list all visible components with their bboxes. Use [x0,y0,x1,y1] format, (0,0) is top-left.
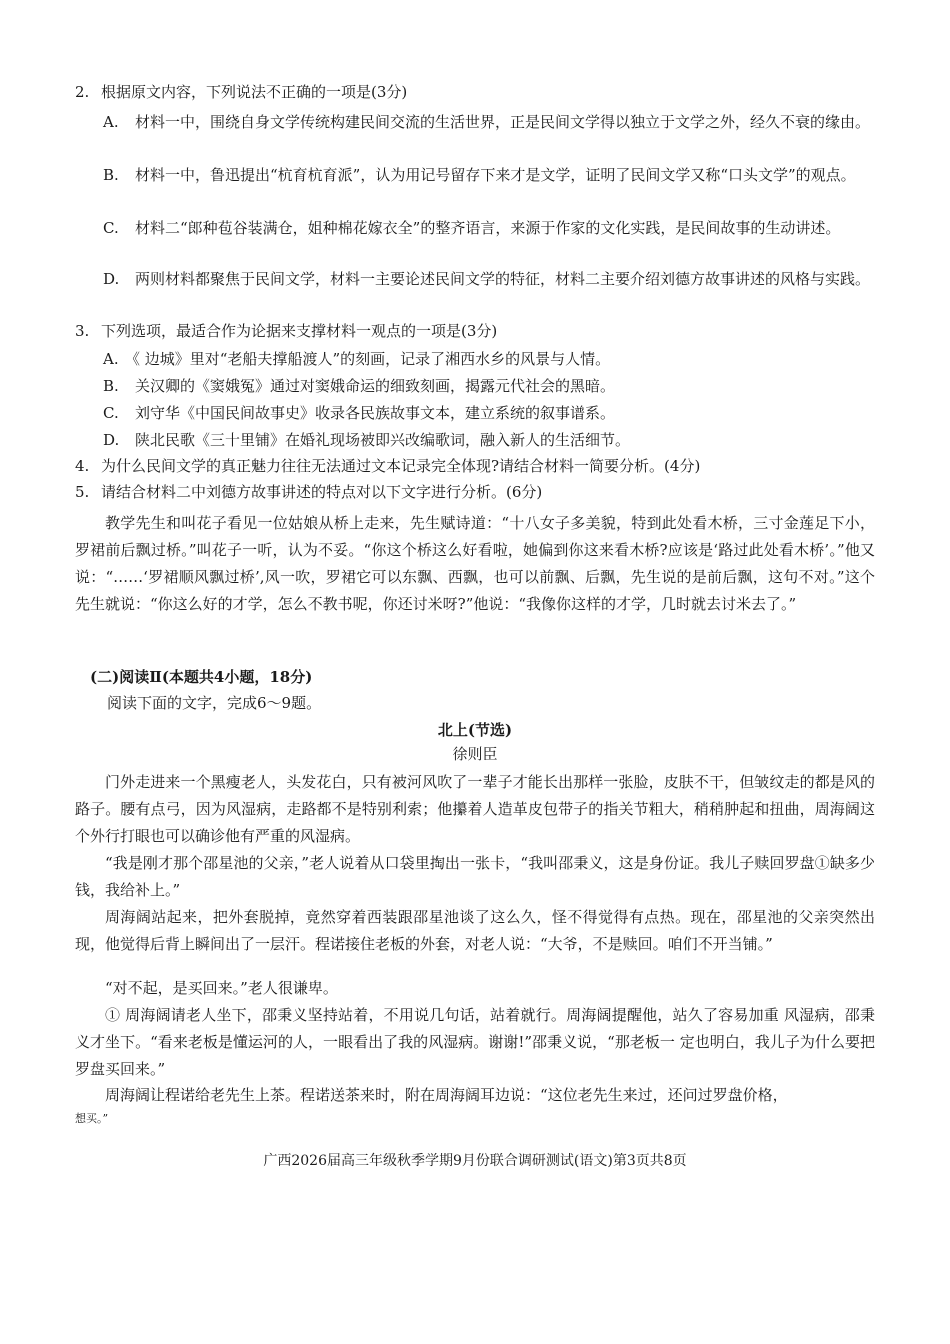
question-4-text: 为什么民间文学的真正魅力往往无法通过文本记录完全体现?请结合材料一简要分析。(4分) [101,457,701,475]
option-letter: A. [103,113,119,131]
question-3-number: 3. [75,322,90,340]
question-2-option-c [103,215,873,241]
question-4-number: 4. [75,457,90,475]
question-2-option-a [103,109,873,135]
question-2-stem [75,79,875,105]
article-author: 徐则臣 [452,745,498,763]
question-3-stem [75,318,875,344]
article-paragraph-6: 周海阔让程诺给老先生上茶。程诺送茶来时，附在周海阔耳边说：“这位老先生来过，还问过罗盘价格， [105,1086,788,1104]
option-letter: B. [103,377,119,395]
option-text: 两则材料都聚焦于民间文学，材料一主要论述民间文学的特征，材料二主要介绍刘德方故事讲述的风格与实践。 [135,270,871,288]
article-paragraph-6-tail: 想买。” [75,1112,109,1125]
question-2-option-d [103,266,873,292]
question-5-number: 5. [75,483,90,501]
question-3-text: 下列选项，最适合作为论据来支撑材料一观点的一项是(3分) [101,322,498,340]
option-letter: A. [103,350,119,368]
article-paragraph-1: 门外走进来一个黑瘦老人，头发花白，只有被河风吹了一辈子才能长出那样一张脸，皮肤不干，但皱纹走的都是风的路子。腰有点弓，因为风湿病，走路都不是特别利索；他攥着人造革皮包带子的指关节粗大，稍稍肿起和扭曲，周海阔这个外行打眼也可以确诊他有严重的风湿病。 [75,773,875,845]
section-instruction: 阅读下面的文字，完成6～9题。 [107,694,322,712]
option-letter: C. [103,404,119,422]
question-3-option-c [103,400,873,426]
option-text: 材料一中，鲁迅提出“杭育杭育派”，认为用记号留存下来才是文学，证明了民间文学又称“口头文学”的观点。 [135,166,856,184]
question-2-number: 2. [75,83,90,101]
question-5-stem [75,479,875,505]
question-2-option-b [103,162,873,188]
section-heading: (二)阅读Ⅱ(本题共4小题，18分) [90,668,313,686]
option-letter: D. [103,270,120,288]
question-3-option-d [103,427,873,453]
article-title: 北上(节选) [437,721,513,739]
option-letter: D. [103,431,120,449]
option-text: 刘守华《中国民间故事史》收录各民族故事文本，建立系统的叙事谱系。 [135,404,616,422]
question-3-option-a [103,346,873,372]
option-text: 关汉卿的《窦娥冤》通过对窦娥命运的细致刻画，揭露元代社会的黑暗。 [135,377,616,395]
question-2-text: 根据原文内容，下列说法不正确的一项是(3分) [101,83,408,101]
question-5-passage: 教学先生和叫花子看见一位姑娘从桥上走来，先生赋诗道：“十八女子多美貌，特到此处看木桥，三寸金莲足下小，罗裙前后飘过桥。”叫花子一听，认为不妥。“你这个桥这么好看啦，她偏到你这来看木桥?应该是‘路过此处看木桥’。”他又说：“……‘罗裙顺风飘过桥’,风一吹，罗裙它可以东飘、西飘，也可以前飘、后飘，先生说的是前后飘，这句不对。”这个先生就说：“你这么好的才学，怎么不教书呢，你还讨米呀?”他说：“我像你这样的才学，几时就去讨米去了。” [75,514,875,613]
article-paragraph-2: “我是刚才那个邵星池的父亲，”老人说着从口袋里掏出一张卡，“我叫邵秉义，这是身份证。我儿子赎回罗盘①缺多少钱，我给补上。” [75,854,875,899]
option-text: 《 边城》里对“老船夫撑船渡人”的刻画，记录了湘西水乡的风景与人情。 [125,350,611,368]
article-paragraph-4: “对不起，是买回来。”老人很谦卑。 [105,979,338,997]
page-footer: 广西2026届高三年级秋季学期9月份联合调研测试(语文)第3页共8页 [263,1153,687,1169]
option-text: 材料一中，围绕自身文学传统构建民间交流的生活世界，正是民间文学得以独立于文学之外，经久不衰的缘由。 [135,113,871,131]
option-text: 材料二“郎种苞谷装满仓，姐种棉花嫁衣全”的整齐语言，来源于作家的文化实践，是民间故事的生动讲述。 [135,219,841,237]
article-paragraph-3: 周海阔站起来，把外套脱掉，竟然穿着西装跟邵星池谈了这么久，怪不得觉得有点热。现在，邵星池的父亲突然出现，他觉得后背上瞬间出了一层汗。程诺接住老板的外套，对老人说：“大爷，不是赎回。咱们不开当铺。” [75,908,875,953]
question-3-option-b [103,373,873,399]
option-text: 陕北民歌《三十里铺》在婚礼现场被即兴改编歌词，融入新人的生活细节。 [135,431,631,449]
option-letter: B. [103,166,119,184]
article-paragraph-5: ① 周海阔请老人坐下，邵秉义坚持站着，不用说几句话，站着就行。周海阔提醒他，站久了容易加重 风湿病，邵秉义才坐下。“看来老板是懂运河的人，一眼看出了我的风湿病。谢谢!”邵秉义说，“那老板一 定也明白，我儿子为什么要把罗盘买回来。” [75,1006,875,1078]
question-5-text: 请结合材料二中刘德方故事讲述的特点对以下文字进行分析。(6分) [101,483,543,501]
option-letter: C. [103,219,119,237]
question-4-stem [75,453,875,479]
